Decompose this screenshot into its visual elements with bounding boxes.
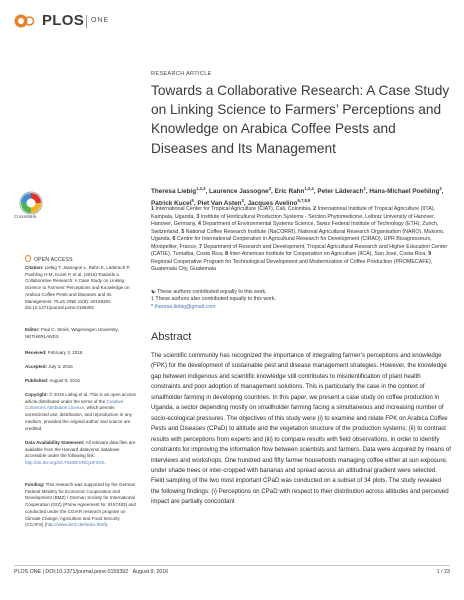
- affiliation-text: Regional Cooperative Program for Technological Development and Modernization of Coffee Production (PROMECAFE), Guatemala City, Guatemala: [151, 258, 433, 273]
- affiliation-number: 2: [313, 206, 317, 212]
- affiliation-text: Inter-American Institute for Cooperation on Agriculture (IICA), San José, Costa Rica,: [229, 251, 427, 258]
- author-name: Eric Rahn: [274, 188, 305, 196]
- article-type-label: RESEARCH ARTICLE: [151, 71, 212, 77]
- author-affiliation-marker: 5: [191, 198, 194, 204]
- plos-wordmark: PLOS: [42, 12, 85, 29]
- crossmark-label: CrossMark: [14, 214, 37, 219]
- author-list: [151, 184, 451, 208]
- author-separator: ,: [271, 188, 275, 196]
- affiliation-text: Institute of Horticultural Production Systems - Section Phytomedicine, Leibniz University of Hanover, Hanover, Germany,: [151, 213, 436, 228]
- affiliation-text: National Coffee Research Institute (NaCORRI), National Agricultural Research Organisation (NARO), Mukono, Uganda,: [151, 228, 445, 243]
- author-affiliation-marker: 1,2,3: [196, 186, 206, 191]
- data-availability-block: Data Availability Statement: All relevant data files are available from the Harvard dataverse database accessible under the following link: http://dx.doi.org/10.7910/DVN/QUF3VK.: [25, 440, 136, 466]
- crossmark-icon[interactable]: [19, 191, 43, 215]
- footer-citation: PLOS ONE | DOI:10.1371/journal.pone.0159392 August 9, 2016: [14, 569, 169, 575]
- copyright-block: Copyright: © 2016 Liebig et al. This is an open access article distributed under the terms of the Creative Commons Attribution License, which permits unrestricted use, distribution, and reproduction in any medium, provided the original author and source are credited.: [25, 392, 136, 431]
- author-name: Jacques Avelino: [247, 200, 298, 208]
- accepted-date: Accepted: July 3, 2016: [25, 364, 73, 369]
- plos-logo-icon: [14, 11, 40, 31]
- author-affiliation-marker: 6,7,8,9: [297, 198, 311, 204]
- author-separator: ,: [243, 200, 248, 208]
- editor-block: Editor: Paul C. Struik, Wageningen University, NETHERLANDS: [25, 327, 119, 339]
- open-access-badge: OPEN ACCESS: [25, 255, 73, 263]
- dataverse-link[interactable]: http://dx.doi.org/10.7910/DVN/QUF3VK: [25, 460, 105, 466]
- author-name: Laurence Jassogne: [209, 188, 269, 196]
- journal-name: ONE: [91, 17, 110, 24]
- affiliation-number: 5: [181, 228, 185, 235]
- author-name: Peter Läderach: [317, 188, 364, 196]
- affiliation-text: Department of Research and Development, Tropical Agricultural Research and Higher Education Center (CATIE), Turrialba, Costa Rica,: [151, 243, 448, 258]
- corresponding-email[interactable]: * theresa.liebig@gmail.com: [151, 303, 216, 310]
- cc-license-link[interactable]: Creative Commons Attribution License: [25, 398, 124, 411]
- author-name: Piet Van Asten: [197, 200, 242, 208]
- author-separator: ,: [441, 188, 444, 196]
- page-number: 1 / 23: [436, 569, 450, 575]
- author-affiliation-marker: 1: [363, 186, 366, 191]
- funding-block: Funding: This research was supported by the German Federal Ministry for Economic Cooperation and Development (BMZ) / German Society for International Cooperation (GIZ) (Prime Agreement Nr. 8157483) and conducted under the CGIAR research program on Climate Change, Agriculture and Food Security (CCAFS) (http://www.bmz.de/index.html).: [25, 482, 136, 528]
- affiliation-number: 9: [428, 251, 432, 258]
- bmz-link[interactable]: http://www.bmz.de/index.html: [46, 522, 106, 528]
- affiliation-text: Department of Environmental Systems Science, Swiss Federal Institute of Technology (ETH), Zurich, Switzerland,: [151, 221, 439, 235]
- author-separator: ,: [365, 188, 370, 196]
- affiliation-text: International Institute of Tropical Agriculture (IITA), Kampala, Uganda,: [151, 206, 435, 220]
- author-name: Theresa Liebig: [151, 188, 197, 196]
- received-date: Received: February 3, 2016: [25, 350, 83, 355]
- author-affiliation-marker: 2: [241, 198, 244, 204]
- author-notes: [151, 289, 451, 311]
- affiliation-number: 4: [198, 221, 201, 228]
- affiliation-text: Centre for International Cooperation in Agricultural Research for Development (CIRAD), UPR Bioagresseurs, Montpellier, France,: [151, 236, 432, 250]
- author-affiliation-marker: 1,2,4: [304, 186, 314, 191]
- published-date: Published: August 9, 2016: [25, 378, 80, 383]
- equal-contribution-note-2: ‡ These authors also contributed equally to this work.: [151, 296, 277, 303]
- open-access-lock-icon: [25, 255, 31, 262]
- author-separator: ,: [205, 188, 209, 196]
- affiliation-number: 8: [225, 251, 229, 258]
- affiliation-number: 7: [199, 243, 202, 250]
- author-name: Patrick Kucel: [151, 200, 192, 208]
- author-separator: ,: [193, 200, 198, 208]
- abstract-heading: Abstract: [151, 331, 192, 343]
- citation-block: Citation: Liebig T, Jassogne L, Rahn E, Läderach P, Poehling H-M, Kucel P, et al. (2016) Towards a Collaborative Research: A Case Study on Linking Science to Farmers’ Perceptions and Knowledge on Arabica Coffee Pests and Diseases and Its Management. PLoS ONE 11(8): e0159392. doi:10.1371/journal.pone.0159392: [25, 265, 131, 311]
- author-affiliation-marker: 2: [268, 186, 272, 191]
- author-separator: ,: [313, 188, 318, 196]
- equal-contribution-note-1: ☯ These authors contributed equally to this work.: [151, 289, 267, 295]
- affiliation-number: 3: [196, 213, 200, 220]
- author-affiliation-marker: 3: [439, 186, 442, 191]
- logo-divider: [86, 15, 87, 28]
- affiliation-number: 1: [151, 206, 154, 212]
- author-name: Hans-Michael Poehling: [369, 188, 440, 196]
- affiliation-text: International Center for Tropical Agriculture (CIAT), Cali, Colombia,: [155, 206, 312, 212]
- footer-divider: [14, 565, 450, 566]
- article-title: Towards a Collaborative Research: A Case Study on Linking Science to Farmers’ Perceptions and Knowledge on Arabica Coffee Pests and Diseases and Its Management: [151, 83, 450, 156]
- affiliation-number: 6: [172, 236, 176, 243]
- affiliation-list: [151, 206, 451, 274]
- email-link[interactable]: theresa.liebig@gmail.com: [154, 303, 216, 310]
- abstract-text: The scientific community has recognized the importance of integrating farmer’s perceptions and knowledge (FPK) for the development of sustainable pest and disease management strategies. However, the knowledge gap between indigenous and scientific knowledge still contributes to misidentification of plant health constraints and poor adoption of management solutions. This is particularly the case in the context of smallholder farming in developing countries. In this paper, we present a case study on coffee production in Uganda, a sector depending mostly on smallholder farming facing a simultaneous and increasing number of socio-ecological pressures. The objectives of this study were (i) to examine and relate FPK on Arabica Coffee Pests and Diseases (CPaD) to altitude and the vegetation structure of the production systems; (ii) to contrast results with perceptions from experts and (iii) to compare results with field observations, in order to identify constraints for improving the information flow between scientists and farmers. Data were acquired by means of interviews and workshops. One hundred and fifty farmer households managing coffee either at sun exposure, under shade trees or inter-cropped with bananas and spread across an altitudinal gradient were selected. Field sampling of the two most important CPaD was conducted on a subset of 34 plots. The study revealed the following findings: (i) Perceptions on CPaD with respect to their distribution across altitudes and perceived impact are partially concordant: [151, 352, 452, 506]
